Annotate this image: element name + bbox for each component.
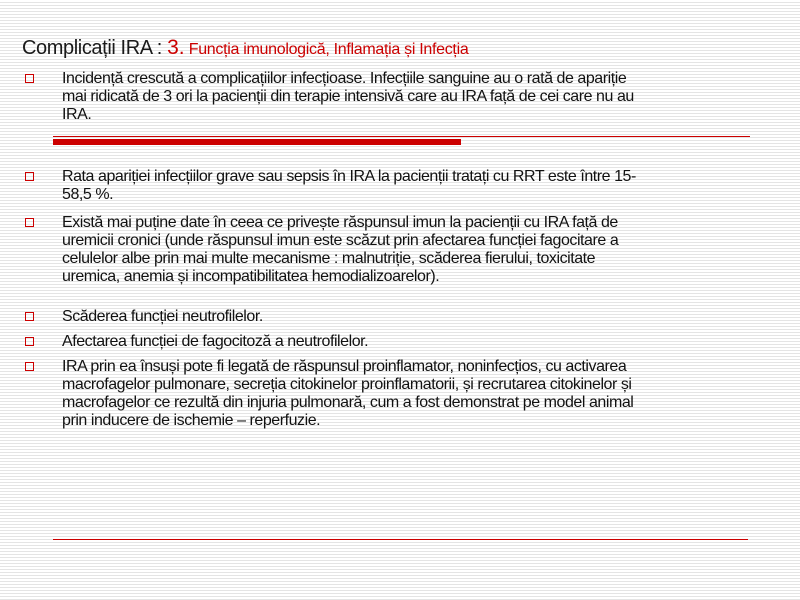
header-divider-line [53,136,750,137]
square-bullet-icon [25,337,34,346]
bullet-text [62,70,770,124]
bullet-line: macrofagelor ce rezultă din injuria pulmonară, cum a fost demonstrat pe model animal [62,394,634,411]
bullet-line: IRA prin ea însuși pote fi legată de răspunsul proinflamator, noninfecțios, cu activarea [62,358,627,375]
bullet-line: uremicii cronici (unde răspunsul imun este scăzut prin afectarea funcției fagocitare a [62,232,619,249]
bullet-line: celulelor albe prin mai multe mecanisme : malnutriție, scăderea fierului, toxicitate [62,250,596,267]
bullet-line: Rata apariției infecțiilor grave sau sepsis în IRA la pacienții tratați cu RRT este între 15- [62,168,636,185]
bullet-text [62,214,770,286]
bullet-line: IRA. [62,106,92,123]
bullet-line: macrofagelor pulmonare, secreția citokinelor proinflamatorii, și recrutarea citokinelor și [62,376,632,393]
bullet-text [62,308,770,326]
bullet-text [62,168,770,204]
bullet-line: Există mai puține date în ceea ce privește răspunsul imun la pacienții cu IRA față de [62,214,618,231]
square-bullet-icon [25,74,34,83]
title-main: Complicații IRA : [22,37,168,59]
bullet-line: prin inducere de ischemie – reperfuzie. [62,412,321,429]
square-bullet-icon [25,172,34,181]
bullet-text [62,358,770,430]
square-bullet-icon [25,312,34,321]
bullet-line: 58,5 %. [62,186,114,203]
bullet-line: Scăderea funcției neutrofilelor. [62,308,263,325]
footer-divider-line [53,539,748,540]
header-divider-accent-bar [53,139,461,145]
bullet-line: Incidență crescută a complicațiilor infecțioase. Infecțiile sanguine au o rată de apariție [62,70,627,87]
square-bullet-icon [25,362,34,371]
bullet-line: mai ridicată de 3 ori la pacienții din terapie intensivă care au IRA față de cei care nu au [62,88,634,105]
bullet-text [62,333,770,351]
bullet-line: Afectarea funcției de fagocitoză a neutrofilelor. [62,333,369,350]
title-number: 3. [167,36,185,59]
title-subtitle: Funcția imunologică, Inflamația și Infecția [184,41,469,58]
bullet-line: uremica, anemia și incompatibilitatea hemodializoarelor). [62,268,440,285]
square-bullet-icon [25,218,34,227]
